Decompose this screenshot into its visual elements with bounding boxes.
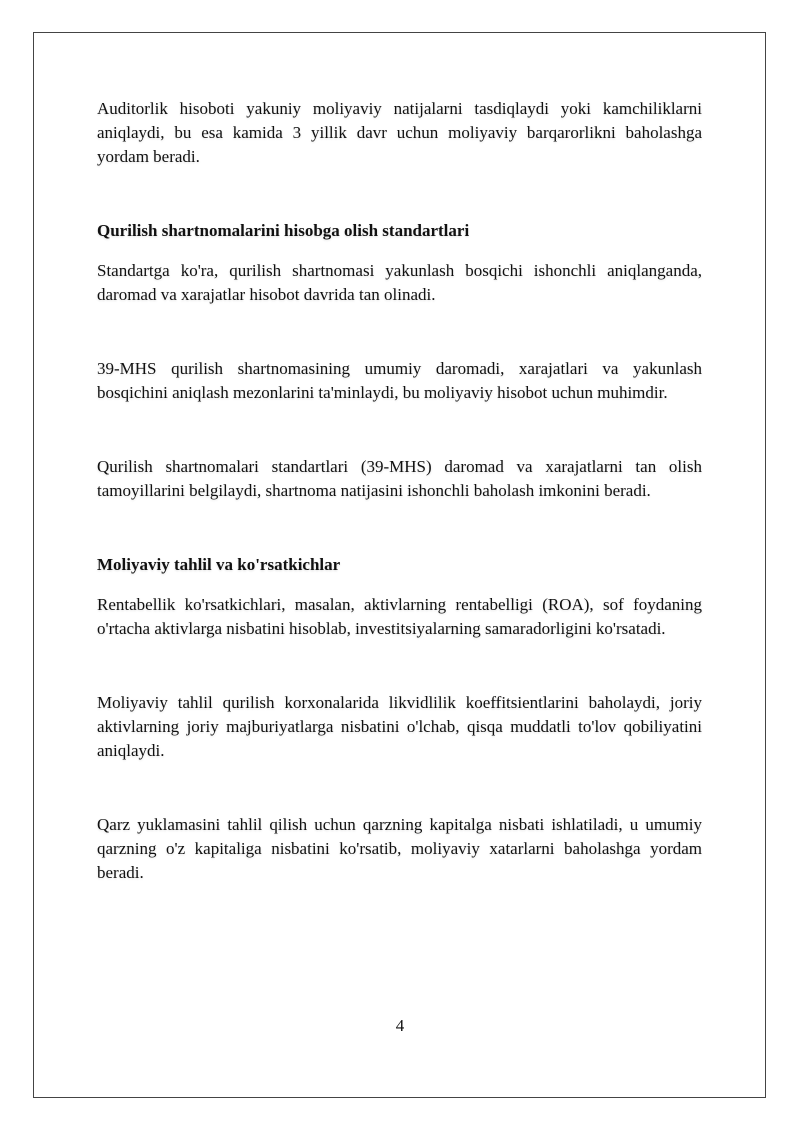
- paragraph-audit-report: Auditorlik hisoboti yakuniy moliyaviy natijalarni tasdiqlaydi yoki kamchiliklarni aniqlaydi, bu esa kamida 3 yillik davr uchun moliyaviy barqarorlikni baholashga yordam beradi.: [97, 99, 702, 166]
- document-body: [97, 97, 702, 885]
- heading-financial-analysis: Moliyaviy tahlil va ko'rsatkichlar: [97, 555, 341, 574]
- paragraph-mhs39-principles: Qurilish shartnomalari standartlari (39-MHS) daromad va xarajatlarni tan olish tamoyillarini belgilaydi, shartnoma natijasini ishonchli baholash imkonini beradi.: [97, 457, 702, 500]
- paragraph-mhs39-criteria: 39-MHS qurilish shartnomasining umumiy daromadi, xarajatlari va yakunlash bosqichini aniqlash mezonlarini ta'minlaydi, bu moliyaviy hisobot uchun muhimdir.: [97, 359, 702, 402]
- paragraph-standard-recognition: Standartga ko'ra, qurilish shartnomasi yakunlash bosqichi ishonchli aniqlanganda, daromad va xarajatlar hisobot davrida tan olinadi.: [97, 261, 702, 304]
- heading-construction-contracts: Qurilish shartnomalarini hisobga olish standartlari: [97, 221, 470, 240]
- page-number: 4: [395, 1016, 405, 1035]
- paragraph-liquidity: Moliyaviy tahlil qurilish korxonalarida likvidlilik koeffitsientlarini baholaydi, joriy aktivlarning joriy majburiyatlarga nisbatini o'lchab, qisqa muddatli to'lov qobiliyatini aniqlaydi.: [97, 693, 702, 760]
- paragraph-debt-load: Qarz yuklamasini tahlil qilish uchun qarzning kapitalga nisbati ishlatiladi, u umumiy qarzning o'z kapitaliga nisbatini ko'rsatib, moliyaviy xatarlarni baholashga yordam beradi.: [97, 815, 702, 882]
- paragraph-profitability: Rentabellik ko'rsatkichlari, masalan, aktivlarning rentabelligi (ROA), sof foydaning o'rtacha aktivlarga nisbatini hisoblab, investitsiyalarning samaradorligini ko'rsatadi.: [97, 595, 702, 638]
